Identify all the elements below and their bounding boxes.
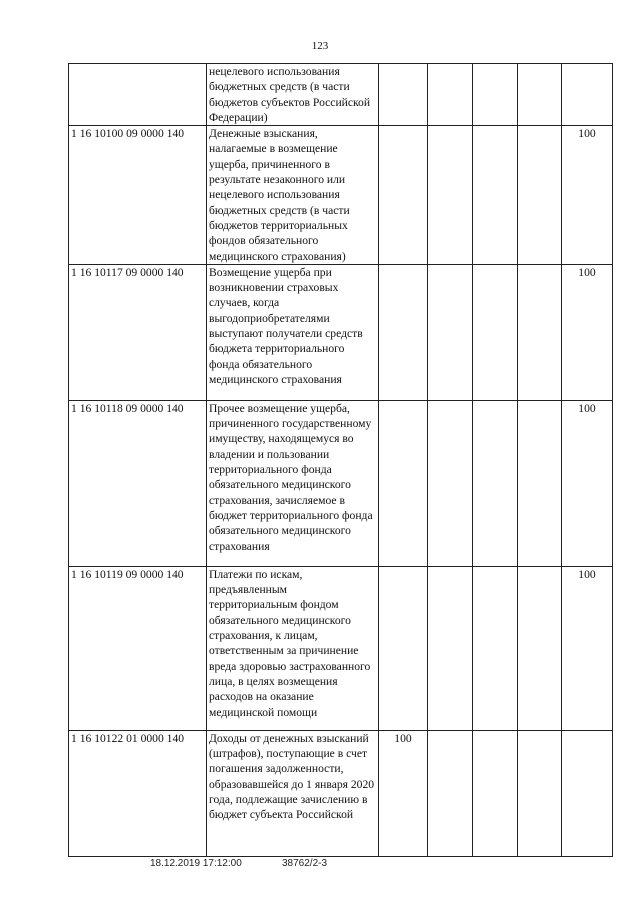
table-row (69, 400, 613, 566)
footer-document-number: 38762/2-3 (282, 858, 328, 869)
row-budget-code (69, 64, 207, 126)
table-row (69, 264, 613, 400)
row-value-col-1: 100 (379, 730, 428, 856)
row-value-col-1 (379, 264, 428, 400)
row-value-col-5: 100 (562, 126, 613, 265)
budget-classification-table (68, 63, 613, 857)
row-value-col-3 (473, 566, 518, 730)
table-row (69, 730, 613, 856)
row-budget-code: 1 16 10122 01 0000 140 (69, 730, 207, 856)
row-value-col-5: 100 (562, 400, 613, 566)
row-value-col-3 (473, 264, 518, 400)
row-value-col-2 (428, 264, 473, 400)
table-row (69, 64, 613, 126)
row-value-col-1 (379, 400, 428, 566)
row-value-col-2 (428, 64, 473, 126)
row-revenue-name: Доходы от денежных взысканий (штрафов), поступающие в счет погашения задолженности, образовавшейся до 1 января 2020 года, подлежащие зачислению в бюджет субъекта Российской (207, 730, 379, 856)
row-budget-code: 1 16 10118 09 0000 140 (69, 400, 207, 566)
row-value-col-5: 100 (562, 566, 613, 730)
row-value-col-3 (473, 126, 518, 265)
row-value-col-3 (473, 64, 518, 126)
row-value-col-2 (428, 400, 473, 566)
row-value-col-5 (562, 64, 613, 126)
row-value-col-2 (428, 126, 473, 265)
row-value-col-3 (473, 730, 518, 856)
row-value-col-5: 100 (562, 264, 613, 400)
table-row (69, 566, 613, 730)
page-number: 123 (311, 40, 329, 52)
row-value-col-4 (518, 400, 562, 566)
row-value-col-4 (518, 64, 562, 126)
row-budget-code: 1 16 10100 09 0000 140 (69, 126, 207, 265)
footer-timestamp: 18.12.2019 17:12:00 (150, 858, 242, 869)
row-value-col-5 (562, 730, 613, 856)
row-value-col-2 (428, 566, 473, 730)
row-revenue-name: нецелевого использования бюджетных средств (в части бюджетов субъектов Российской Федерации) (207, 64, 379, 126)
row-value-col-4 (518, 264, 562, 400)
row-value-col-2 (428, 730, 473, 856)
row-value-col-4 (518, 566, 562, 730)
row-value-col-1 (379, 566, 428, 730)
row-budget-code: 1 16 10119 09 0000 140 (69, 566, 207, 730)
table-row (69, 126, 613, 265)
row-revenue-name: Возмещение ущерба при возникновении страховых случаев, когда выгодоприобретателями выступают получатели средств бюджета территориального фонда обязательного медицинского страхования (207, 264, 379, 400)
row-revenue-name: Прочее возмещение ущерба, причиненного государственному имуществу, находящемуся во владении и пользовании территориального фонда обязательного медицинского страхования, зачисляемое в бюджет территориального фонда обязательного медицинского страхования (207, 400, 379, 566)
row-value-col-1 (379, 126, 428, 265)
row-budget-code: 1 16 10117 09 0000 140 (69, 264, 207, 400)
row-revenue-name: Платежи по искам, предъявленным территориальным фондом обязательного медицинского страхования, к лицам, ответственным за причинение вреда здоровью застрахованного лица, в целях возмещения расходов на оказание медицинской помощи (207, 566, 379, 730)
row-value-col-1 (379, 64, 428, 126)
row-value-col-4 (518, 126, 562, 265)
row-revenue-name: Денежные взыскания, налагаемые в возмещение ущерба, причиненного в результате незаконного или нецелевого использования бюджетных средств (в части бюджетов территориальных фондов обязательного медицинского страхования) (207, 126, 379, 265)
row-value-col-4 (518, 730, 562, 856)
row-value-col-3 (473, 400, 518, 566)
